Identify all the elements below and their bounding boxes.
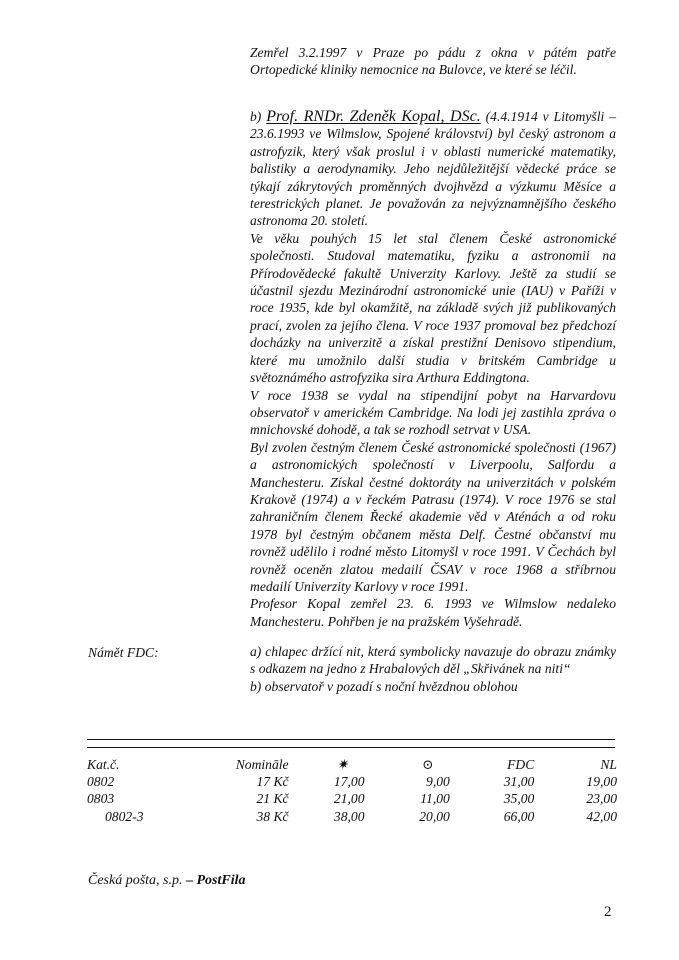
cell-nl: 19,00 [586, 774, 617, 790]
cell-nl: 23,00 [586, 791, 617, 807]
cell-cat: 0802-3 [105, 808, 144, 824]
table-header-row [87, 756, 617, 773]
bio-paragraph-3: V roce 1938 se vydal na stipendijní pobyt na Harvardovu observatoř v americkém Cambridge. Na lodi jej zastihla zpráva o mnichovské dohodě, a tak se rozhodl setrvat v USA. [250, 387, 616, 438]
table-row [87, 808, 617, 825]
intro-paragraph [250, 44, 616, 79]
cell-fdc: 66,00 [503, 808, 535, 824]
publisher-name: Česká pošta, s.p. [88, 873, 183, 888]
page-number: 2 [604, 904, 612, 920]
bio-paragraph-5: Profesor Kopal zemřel 23. 6. 1993 ve Wilmslow nedaleko Manchesteru. Pohřben je na pražském Vyšehradě. [250, 596, 616, 629]
cell-nominale: 17 Kč [256, 774, 289, 790]
header-cat: Kat.č. [87, 757, 120, 772]
fdc-item-b: b) observatoř v pozadí s noční hvězdnou oblohou [250, 678, 518, 694]
cell-fdc: 31,00 [503, 774, 535, 790]
table-row [87, 790, 617, 807]
fdc-description [250, 643, 616, 695]
cell-cat: 0802 [87, 774, 115, 790]
biography-section [250, 108, 616, 630]
cell-cat: 0803 [87, 791, 115, 807]
bio-name: Prof. RNDr. Zdeněk Kopal, DSc. [266, 108, 481, 125]
brand-name: – PostFila [182, 873, 246, 888]
cell-circle: 9,00 [426, 774, 450, 790]
bio-text-1: (4.4.1914 v Litomyšli – 23.6.1993 ve Wilmslow, Spojené království) byl český astronom a astrofyzik, který však proslul i v oblasti numerické matematiky, balistiky a aerodynamiky. Jeho nejdůležitější vědecké práce se týkají zákrytových proměnných dvojhvězd a výzkumu Měsíce a terestrických planet. Je považován za nejvýznamnějšího českého astronoma 20. století. [250, 109, 616, 229]
header-circle-dot-icon: ⊙ [422, 757, 434, 772]
table-second-rule [87, 747, 615, 748]
bio-paragraph-1 [250, 108, 616, 230]
header-nominale: Nomināle [235, 757, 289, 772]
cell-circle: 11,00 [420, 791, 450, 807]
header-fdc: FDC [507, 757, 535, 772]
table-row [87, 773, 617, 790]
fdc-item-a: a) chlapec držící nit, která symbolicky navazuje do obrazu známky s odkazem na jedno z Hrabalových děl „Skřivánek na niti“ [250, 644, 616, 677]
bio-prefix: b) [250, 109, 267, 124]
cell-circle: 20,00 [419, 808, 450, 824]
intro-text: Zemřel 3.2.1997 v Praze po pádu z okna v pátém patře Ortopedické kliniky nemocnice na Bulovce, ve které se léčil. [250, 45, 616, 78]
cell-nl: 42,00 [586, 808, 617, 824]
cell-star: 21,00 [333, 791, 365, 807]
header-star-icon: ✷ [336, 757, 349, 772]
table-top-rule [87, 739, 615, 740]
cell-nominale: 38 Kč [256, 808, 289, 824]
footer-publisher [88, 873, 246, 889]
bio-paragraph-2: Ve věku pouhých 15 let stal členem České astronomické společnosti. Studoval matematiku, fyziku a astronomii na Přírodovědecké fakultě Univerzity Karlovy. Ještě za studií se účastnil sjezdu Mezinárodní astronomické unie (IAU) v Paříži v roce 1935, kde byl okamžitě, na základě svých již publikovaných prací, zvolen za jejího člena. V roce 1937 promoval bez předchozí docházky na univerzitě a získal prestižní Denisovo stipendium, které mu umožnilo další studia v britském Cambridge u světoznámého astrofyzika sira Arthura Eddingtona. [250, 230, 616, 386]
bio-paragraph-4: Byl zvolen čestným členem České astronomické společnosti (1967) a astronomických společností v Liverpoolu, Salfordu a Manchesteru. Získal čestné doktoráty na univerzitách v polském Krakově (1974) a v řeckém Patrasu (1974). V roce 1976 se stal zahraničním členem Řecké akademie věd v Aténách a od roku 1978 byl čestným občanem města Delf. Čestné občanství mu rovněž udělilo i rodné město Litomyšl v roce 1991. V Čechách byl rovněž oceněn zlatou medailí ČSAV v roce 1968 a stříbrnou medailí Univerzity Karlovy v roce 1991. [250, 439, 616, 594]
cell-star: 17,00 [333, 774, 365, 790]
cell-fdc: 35,00 [503, 791, 535, 807]
cell-star: 38,00 [333, 808, 365, 824]
price-table [87, 756, 617, 825]
cell-nominale: 21 Kč [256, 791, 289, 807]
fdc-label: Námět FDC: [88, 645, 159, 660]
header-nl: NL [600, 757, 617, 772]
